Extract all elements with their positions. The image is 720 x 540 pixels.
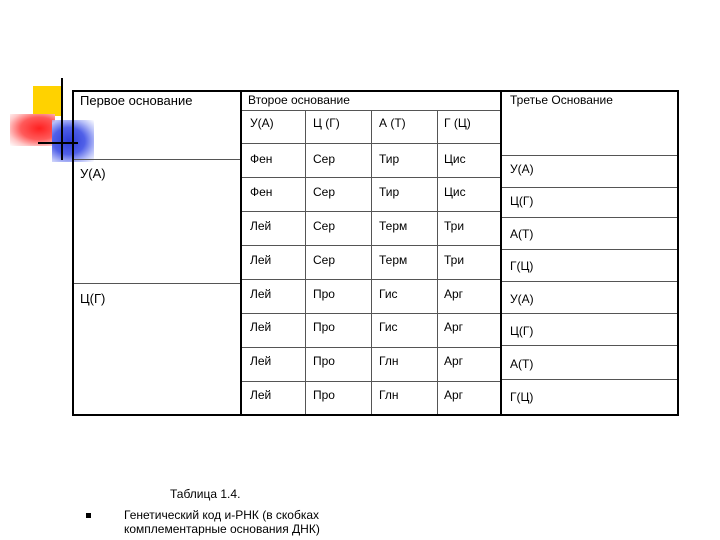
first-base-label: Ц(Г) <box>80 291 106 306</box>
third-base-label: У(А) <box>510 292 534 306</box>
table-cell: Арг <box>444 320 464 334</box>
table-cell: Арг <box>444 354 464 368</box>
third-base-label: Ц(Г) <box>510 194 534 208</box>
second-base-label: У(А) <box>250 116 274 130</box>
inner-column-separator <box>305 110 306 414</box>
third-base-label: А(Т) <box>510 357 534 371</box>
table-cell: Сер <box>313 152 336 166</box>
table-cell: Лей <box>250 253 272 267</box>
table-cell: Лей <box>250 354 272 368</box>
third-base-label: Г(Ц) <box>510 259 534 273</box>
third-column-separator-row <box>502 379 677 380</box>
table-caption-line: Генетический код и-РНК (в скобках <box>124 508 320 522</box>
table-right-border <box>677 90 679 416</box>
third-column-separator-row <box>502 217 677 218</box>
first-base-label: У(А) <box>80 166 106 181</box>
bullet-icon <box>86 513 91 518</box>
table-left-border <box>72 90 74 416</box>
inner-column-separator <box>437 110 438 414</box>
third-column-header-separator <box>502 155 677 156</box>
table-top-border <box>72 90 679 92</box>
third-column-separator-row <box>502 345 677 346</box>
table-caption-title: Таблица 1.4. <box>170 487 241 501</box>
table-cell: Сер <box>313 253 336 267</box>
table-cell: Сер <box>313 185 336 199</box>
third-column-separator-row <box>502 313 677 314</box>
third-column-separator <box>500 90 502 416</box>
second-base-label: Г (Ц) <box>444 116 471 130</box>
first-column-header-separator <box>74 159 240 160</box>
table-cell: Тир <box>379 185 400 199</box>
inner-column-separator <box>371 110 372 414</box>
table-cell: Гис <box>379 320 398 334</box>
table-bottom-border <box>72 414 679 416</box>
decorative-vertical-line <box>61 78 63 160</box>
table-cell: Гис <box>379 287 398 301</box>
table-cell: Лей <box>250 219 272 233</box>
table-cell: Лей <box>250 388 272 402</box>
first-base-header: Первое основание <box>80 93 193 108</box>
table-cell: Цис <box>444 152 466 166</box>
third-base-label: А(Т) <box>510 227 534 241</box>
table-caption-line: комплементарные основания ДНК) <box>124 522 320 536</box>
table-cell: Три <box>444 253 465 267</box>
third-column-separator-row <box>502 249 677 250</box>
table-cell: Глн <box>379 354 399 368</box>
first-column-group-separator <box>74 283 240 284</box>
table-cell: Лей <box>250 287 272 301</box>
table-cell: Сер <box>313 219 336 233</box>
table-cell: Цис <box>444 185 466 199</box>
table-cell: Про <box>313 354 335 368</box>
second-base-header: Второе основание <box>248 93 350 107</box>
second-base-label: А (Т) <box>379 116 406 130</box>
table-cell: Терм <box>379 253 408 267</box>
table-cell: Фен <box>250 185 273 199</box>
third-base-label: У(А) <box>510 162 534 176</box>
table-cell: Лей <box>250 320 272 334</box>
table-cell: Арг <box>444 388 464 402</box>
third-base-header: Третье Основание <box>510 93 613 107</box>
third-column-separator-row <box>502 187 677 188</box>
table-cell: Тир <box>379 152 400 166</box>
table-cell: Глн <box>379 388 399 402</box>
table-cell: Арг <box>444 287 464 301</box>
table-cell: Три <box>444 219 465 233</box>
third-base-label: Ц(Г) <box>510 324 534 338</box>
table-cell: Терм <box>379 219 408 233</box>
table-cell: Про <box>313 320 335 334</box>
table-cell: Про <box>313 287 335 301</box>
decorative-yellow-square <box>33 86 63 116</box>
first-column-separator <box>240 90 242 416</box>
second-base-label: Ц (Г) <box>313 116 340 130</box>
third-base-label: Г(Ц) <box>510 390 534 404</box>
table-cell: Про <box>313 388 335 402</box>
third-column-separator-row <box>502 281 677 282</box>
table-cell: Фен <box>250 152 273 166</box>
